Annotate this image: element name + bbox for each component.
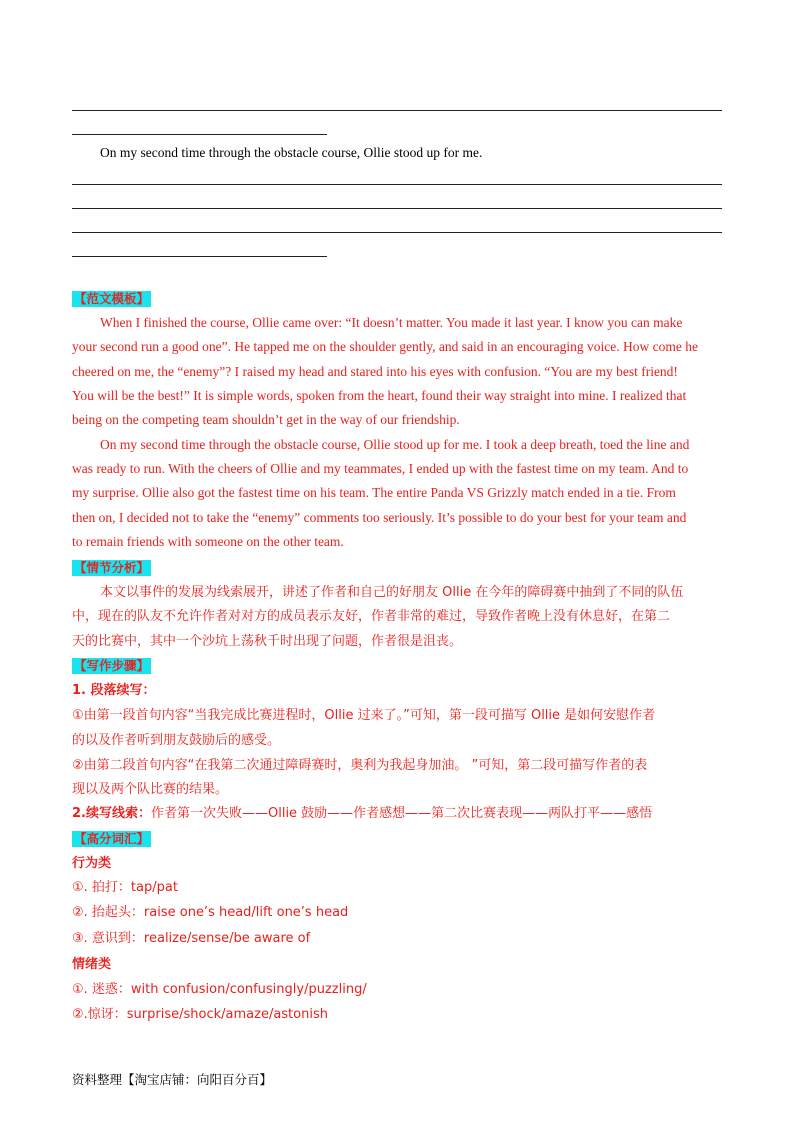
- writing-line: [72, 134, 327, 135]
- vocab-item: ③. 意识到：realize/sense/be aware of: [72, 931, 311, 946]
- analysis-line: 天的比赛中，其中一个沙坑上荡秋千时出现了问题，作者很是沮丧。: [72, 634, 463, 649]
- essay-line: When I finished the course, Ollie came over: “It doesn’t matter. You made it last year. I know you can make: [100, 315, 683, 330]
- analysis-line: 中，现在的队友不允许作者对对方的成员表示友好，作者非常的难过，导致作者晚上没有休息好，在第二: [72, 609, 671, 624]
- step-line: ①由第一段首句内容“当我完成比赛进程时，Ollie 过来了。”可知，第一段可描写 Ollie 是如何安慰作者: [72, 708, 656, 723]
- vocab-item: ①. 迷惑：with confusion/confusingly/puzzling/: [72, 982, 367, 997]
- essay-line: to remain friends with someone on the other team.: [72, 534, 344, 549]
- writing-line: [72, 208, 722, 209]
- writing-line: [72, 110, 722, 111]
- writing-line: [72, 256, 327, 257]
- analysis-line: 本文以事件的发展为线索展开，讲述了作者和自己的好朋友 Ollie 在今年的障碍赛中抽到了不同的队伍: [100, 585, 684, 600]
- essay-line: cheered on me, the “enemy”? I raised my head and stared into his eyes with confusion. “You are my best friend!: [72, 364, 678, 379]
- vocab-item: ①. 拍打：tap/pat: [72, 880, 178, 895]
- essay-line: your second run a good one”. He tapped me on the shoulder gently, and said in an encouraging voice. How come he: [72, 339, 698, 354]
- step2-text: 作者第一次失败——Ollie 鼓励——作者感想——第二次比赛表现——两队打平——感悟: [150, 806, 653, 821]
- essay-line: On my second time through the obstacle course, Ollie stood up for me. I took a deep breath, toed the line and: [100, 437, 690, 452]
- writing-line: [72, 232, 722, 233]
- step-line: ②由第二段首句内容“在我第二次通过障碍赛时，奥利为我起身加油。 ”可知，第二段可描写作者的表: [72, 758, 648, 773]
- vocab-item: ②. 抬起头：raise one’s head/lift one’s head: [72, 905, 349, 920]
- essay-line: then on, I decided not to take the “enemy” comments too seriously. It’s possible to do your best for your team and: [72, 510, 687, 525]
- paragraph-start-sentence: On my second time through the obstacle course, Ollie stood up for me.: [100, 145, 483, 160]
- vocab-item: ②.惊讶：surprise/shock/amaze/astonish: [72, 1007, 328, 1022]
- section-tag-vocabulary: 【高分词汇】: [74, 832, 150, 846]
- vocab-category-title: 行为类: [72, 856, 112, 871]
- step2-line: [72, 802, 732, 826]
- step-line: 的以及作者听到朋友鼓励后的感受。: [72, 733, 281, 748]
- essay-line: You will be the best!” It is simple words, spoken from the heart, found their way straight into mine. I realized that: [72, 388, 687, 403]
- writing-line: [72, 184, 722, 185]
- step1-title: 1. 段落续写：: [72, 683, 156, 698]
- essay-line: my surprise. Ollie also got the fastest time on his team. The entire Panda VS Grizzly match ended in a tie. From: [72, 485, 676, 500]
- page-footer: 资料整理【淘宝店铺：向阳百分百】: [72, 1072, 273, 1087]
- section-tag-writing-steps: 【写作步骤】: [74, 659, 150, 673]
- essay-line: being on the competing team shouldn’t get in the way of our friendship.: [72, 412, 460, 427]
- step-line: 现以及两个队比赛的结果。: [72, 782, 229, 797]
- essay-line: was ready to run. With the cheers of Ollie and my teammates, I ended up with the fastest time on my team. And to: [72, 461, 689, 476]
- section-tag-plot-analysis: 【情节分析】: [74, 561, 150, 575]
- vocab-category-title: 情绪类: [72, 957, 112, 972]
- section-tag-model-essay: 【范文模板】: [74, 292, 150, 306]
- step2-label: 2.续写线索：: [72, 806, 151, 821]
